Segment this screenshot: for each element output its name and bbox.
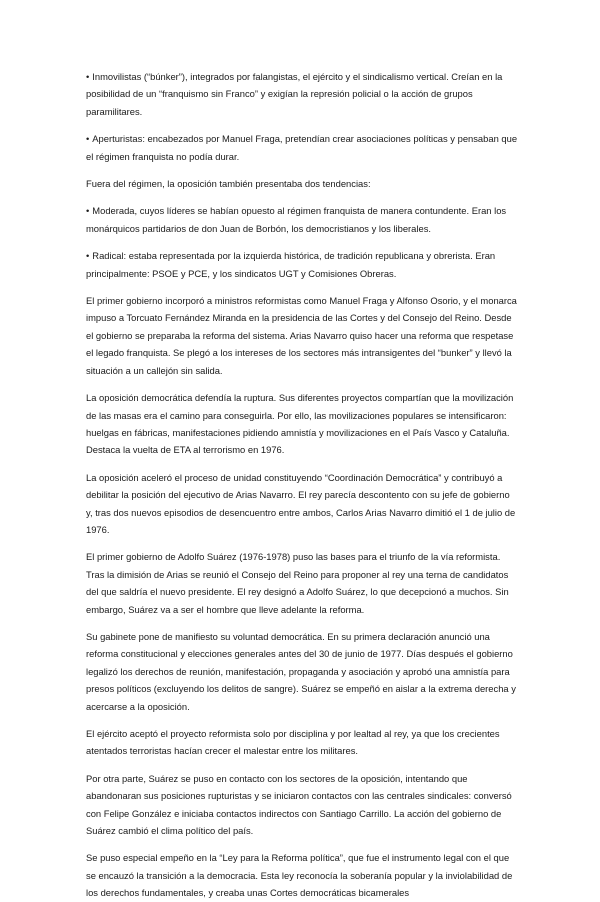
paragraph-gobierno-suarez xyxy=(86,548,518,618)
paragraph-text: El ejército aceptó el proyecto reformista solo por disciplina y por lealtad al rey, ya que los crecientes atentados terroristas hacían crecer el malestar entre los militares. xyxy=(86,728,500,757)
paragraph-ley-reforma-politica xyxy=(86,849,518,901)
paragraph-bullet-radical xyxy=(86,247,518,282)
paragraph-text: Inmovilistas (“búnker”), integrados por falangistas, el ejército y el sindicalismo vertical. Creían en la posibilidad de un “franquismo sin Franco” y exigían la represión policial o la acción de grupos paramilitares. xyxy=(86,71,503,117)
paragraph-oposicion-ruptura xyxy=(86,389,518,459)
bullet-icon: • xyxy=(86,71,90,82)
paragraph-coordinacion-democratica xyxy=(86,469,518,539)
paragraph-text: Por otra parte, Suárez se puso en contacto con los sectores de la oposición, intentando que abandonaran sus posiciones rupturistas y se iniciaron contactos con las centrales sindicales: conversó con Felipe González e iniciaba contactos indirectos con Santiago Carrillo. La acción del gobierno de Suárez cambió el clima político del país. xyxy=(86,772,512,837)
paragraph-bullet-moderada xyxy=(86,202,518,237)
paragraph-oposicion-intro xyxy=(86,175,518,192)
paragraph-bullet-inmovilistas xyxy=(86,68,518,120)
paragraph-contactos-oposicion xyxy=(86,770,518,840)
paragraph-text: Aperturistas: encabezados por Manuel Fraga, pretendían crear asociaciones políticas y pensaban que el régimen franquista no podía durar. xyxy=(86,133,518,162)
paragraph-gabinete xyxy=(86,628,518,715)
paragraph-primer-gobierno xyxy=(86,292,518,379)
paragraph-text: Su gabinete pone de manifiesto su voluntad democrática. En su primera declaración anunció una reforma constitucional y elecciones generales antes del 30 de junio de 1977. Días después el gobierno legalizó los derechos de reunión, manifestación, propaganda y asociación y aprobó una amnistía para presos políticos (excluyendo los delitos de sangre). Suárez se empeñó en aislar a la extrema derecha y acercarse a la oposición. xyxy=(86,630,516,712)
paragraph-text: La oposición aceleró el proceso de unidad constituyendo “Coordinación Democrática” y contribuyó a debilitar la posición del ejecutivo de Arias Navarro. El rey parecía descontento con su jefe de gobierno y, tras dos nuevos episodios de desencuentro entre ambos, Carlos Arias Navarro dimitió el 1 de julio de 1976. xyxy=(86,471,516,535)
bullet-icon: • xyxy=(86,205,90,217)
paragraph-ejercito xyxy=(86,725,518,760)
paragraph-bullet-aperturistas xyxy=(86,130,518,165)
paragraph-text: La oposición democrática defendía la ruptura. Sus diferentes proyectos compartían que la movilización de las masas era el camino para conseguirla. Por ello, las movilizaciones populares se intensificaron: huelgas en fábricas, manifestaciones pidiendo amnistía y movilizaciones en el País Vasco y Cataluña. Destaca la vuelta de ETA al terrorismo en 1976. xyxy=(86,392,514,456)
paragraph-text: Moderada, cuyos líderes se habían opuesto al régimen franquista de manera contundente. Eran los monárquicos partidarios de don Juan de Borbón, los democristianos y los liberales. xyxy=(86,205,507,234)
paragraph-text: Radical: estaba representada por la izquierda histórica, de tradición republicana y obrerista. Eran principalmente: PSOE y PCE, y los sindicatos UGT y Comisiones Obreras. xyxy=(86,250,496,279)
bullet-icon: • xyxy=(86,250,90,262)
paragraph-text: Fuera del régimen, la oposición también presentaba dos tendencias: xyxy=(86,178,371,190)
paragraph-text: Se puso especial empeño en la “Ley para la Reforma política”, que fue el instrumento legal con el que se encauzó la transición a la democracia. Esta ley reconocía la soberanía popular y la inviolabilidad de los derechos fundamentales, y creaba unas Cortes democráticas bicamerales xyxy=(86,852,513,899)
bullet-icon: • xyxy=(86,133,90,145)
paragraph-text: El primer gobierno de Adolfo Suárez (1976-1978) puso las bases para el triunfo de la vía reformista. Tras la dimisión de Arias se reunió el Consejo del Reino para proponer al rey una terna de candidatos del que saldría el nuevo presidente. El rey designó a Adolfo Suárez, lo que decepcionó a muchos. Sin embargo, Suárez va a ser el hombre que lleve adelante la reforma. xyxy=(86,551,509,615)
paragraph-text: El primer gobierno incorporó a ministros reformistas como Manuel Fraga y Alfonso Osorio, y el monarca impuso a Torcuato Fernández Miranda en la presidencia de las Cortes y del Consejo del Reino. Desde el gobierno se preparaba la reforma del sistema. Arias Navarro quiso hacer una reforma que respetase el legado franquista. Se plegó a los intereses de los sectores más intransigentes del “bunker” y llevó la situación a un callejón sin salida. xyxy=(86,295,517,376)
